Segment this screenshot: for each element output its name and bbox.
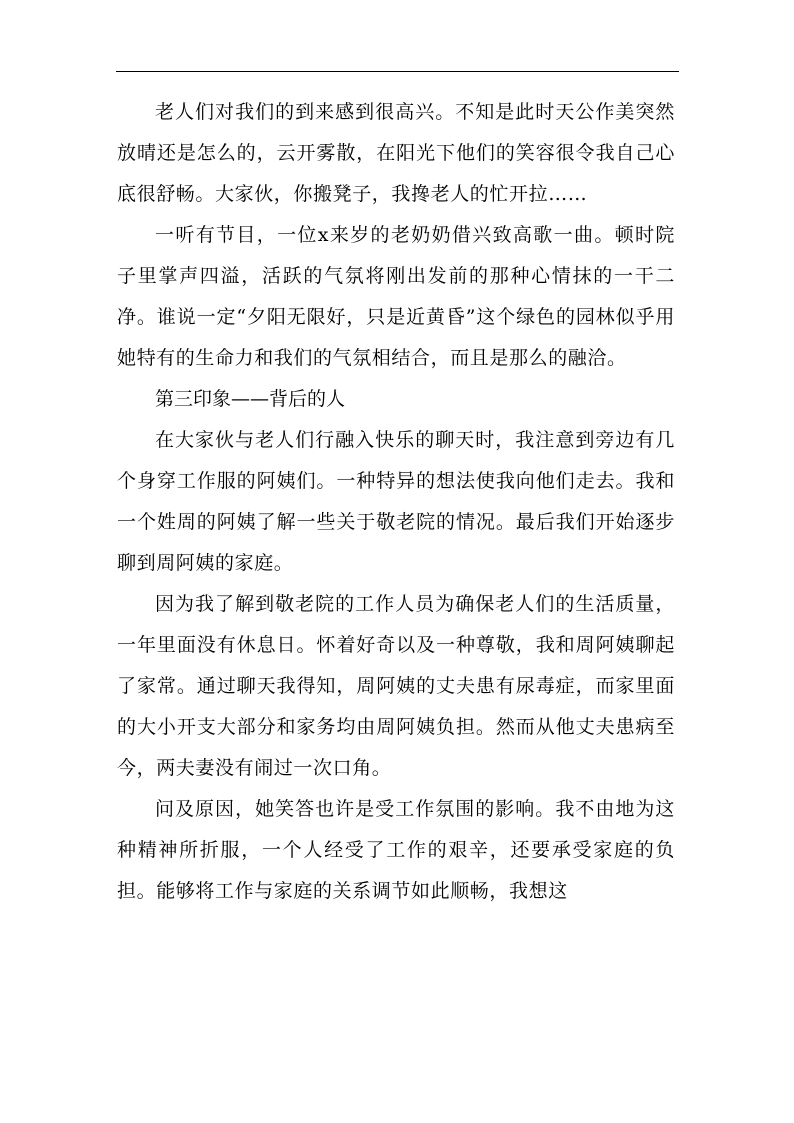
paragraph-reason: 问及原因，她笑答也许是受工作氛围的影响。我不由地为这种精神所折服，一个人经受了工作的艰辛，还要承受家庭的负担。能够将工作与家庭的关系调节如此顺畅，我想这	[117, 798, 675, 902]
document-body	[117, 92, 675, 912]
header-rule	[116, 71, 679, 72]
section-heading-third-impression: 第三印象——背后的人	[155, 388, 346, 410]
paragraph-elderly-happy: 老人们对我们的到来感到很高兴。不知是此时天公作美突然放晴还是怎么的，云开雾散，在阳光下他们的笑容很令我自己心底很舒畅。大家伙，你搬凳子，我搀老人的忙开拉……	[117, 101, 675, 205]
paragraph-staff-aunties: 在大家伙与老人们行融入快乐的聊天时，我注意到旁边有几个身穿工作服的阿姨们。一种特异的想法使我向他们走去。我和一个姓周的阿姨了解一些关于敬老院的情况。最后我们开始逐步聊到周阿姨的家庭。	[117, 429, 675, 574]
paragraph-performance: 一听有节目，一位x来岁的老奶奶借兴致高歌一曲。顿时院子里掌声四溢，活跃的气氛将刚出发前的那种心情抹的一干二净。谁说一定“夕阳无限好，只是近黄昏”这个绿色的园林似乎用她特有的生命力和我们的气氛相结合，而且是那么的融洽。	[117, 224, 675, 369]
paragraph-aunt-zhou-family: 因为我了解到敬老院的工作人员为确保老人们的生活质量，一年里面没有休息日。怀着好奇以及一种尊敬，我和周阿姨聊起了家常。通过聊天我得知，周阿姨的丈夫患有尿毒症，而家里面的大小开支大部分和家务均由周阿姨负担。然而从他丈夫患病至今，两夫妻没有闹过一次口角。	[117, 593, 675, 779]
